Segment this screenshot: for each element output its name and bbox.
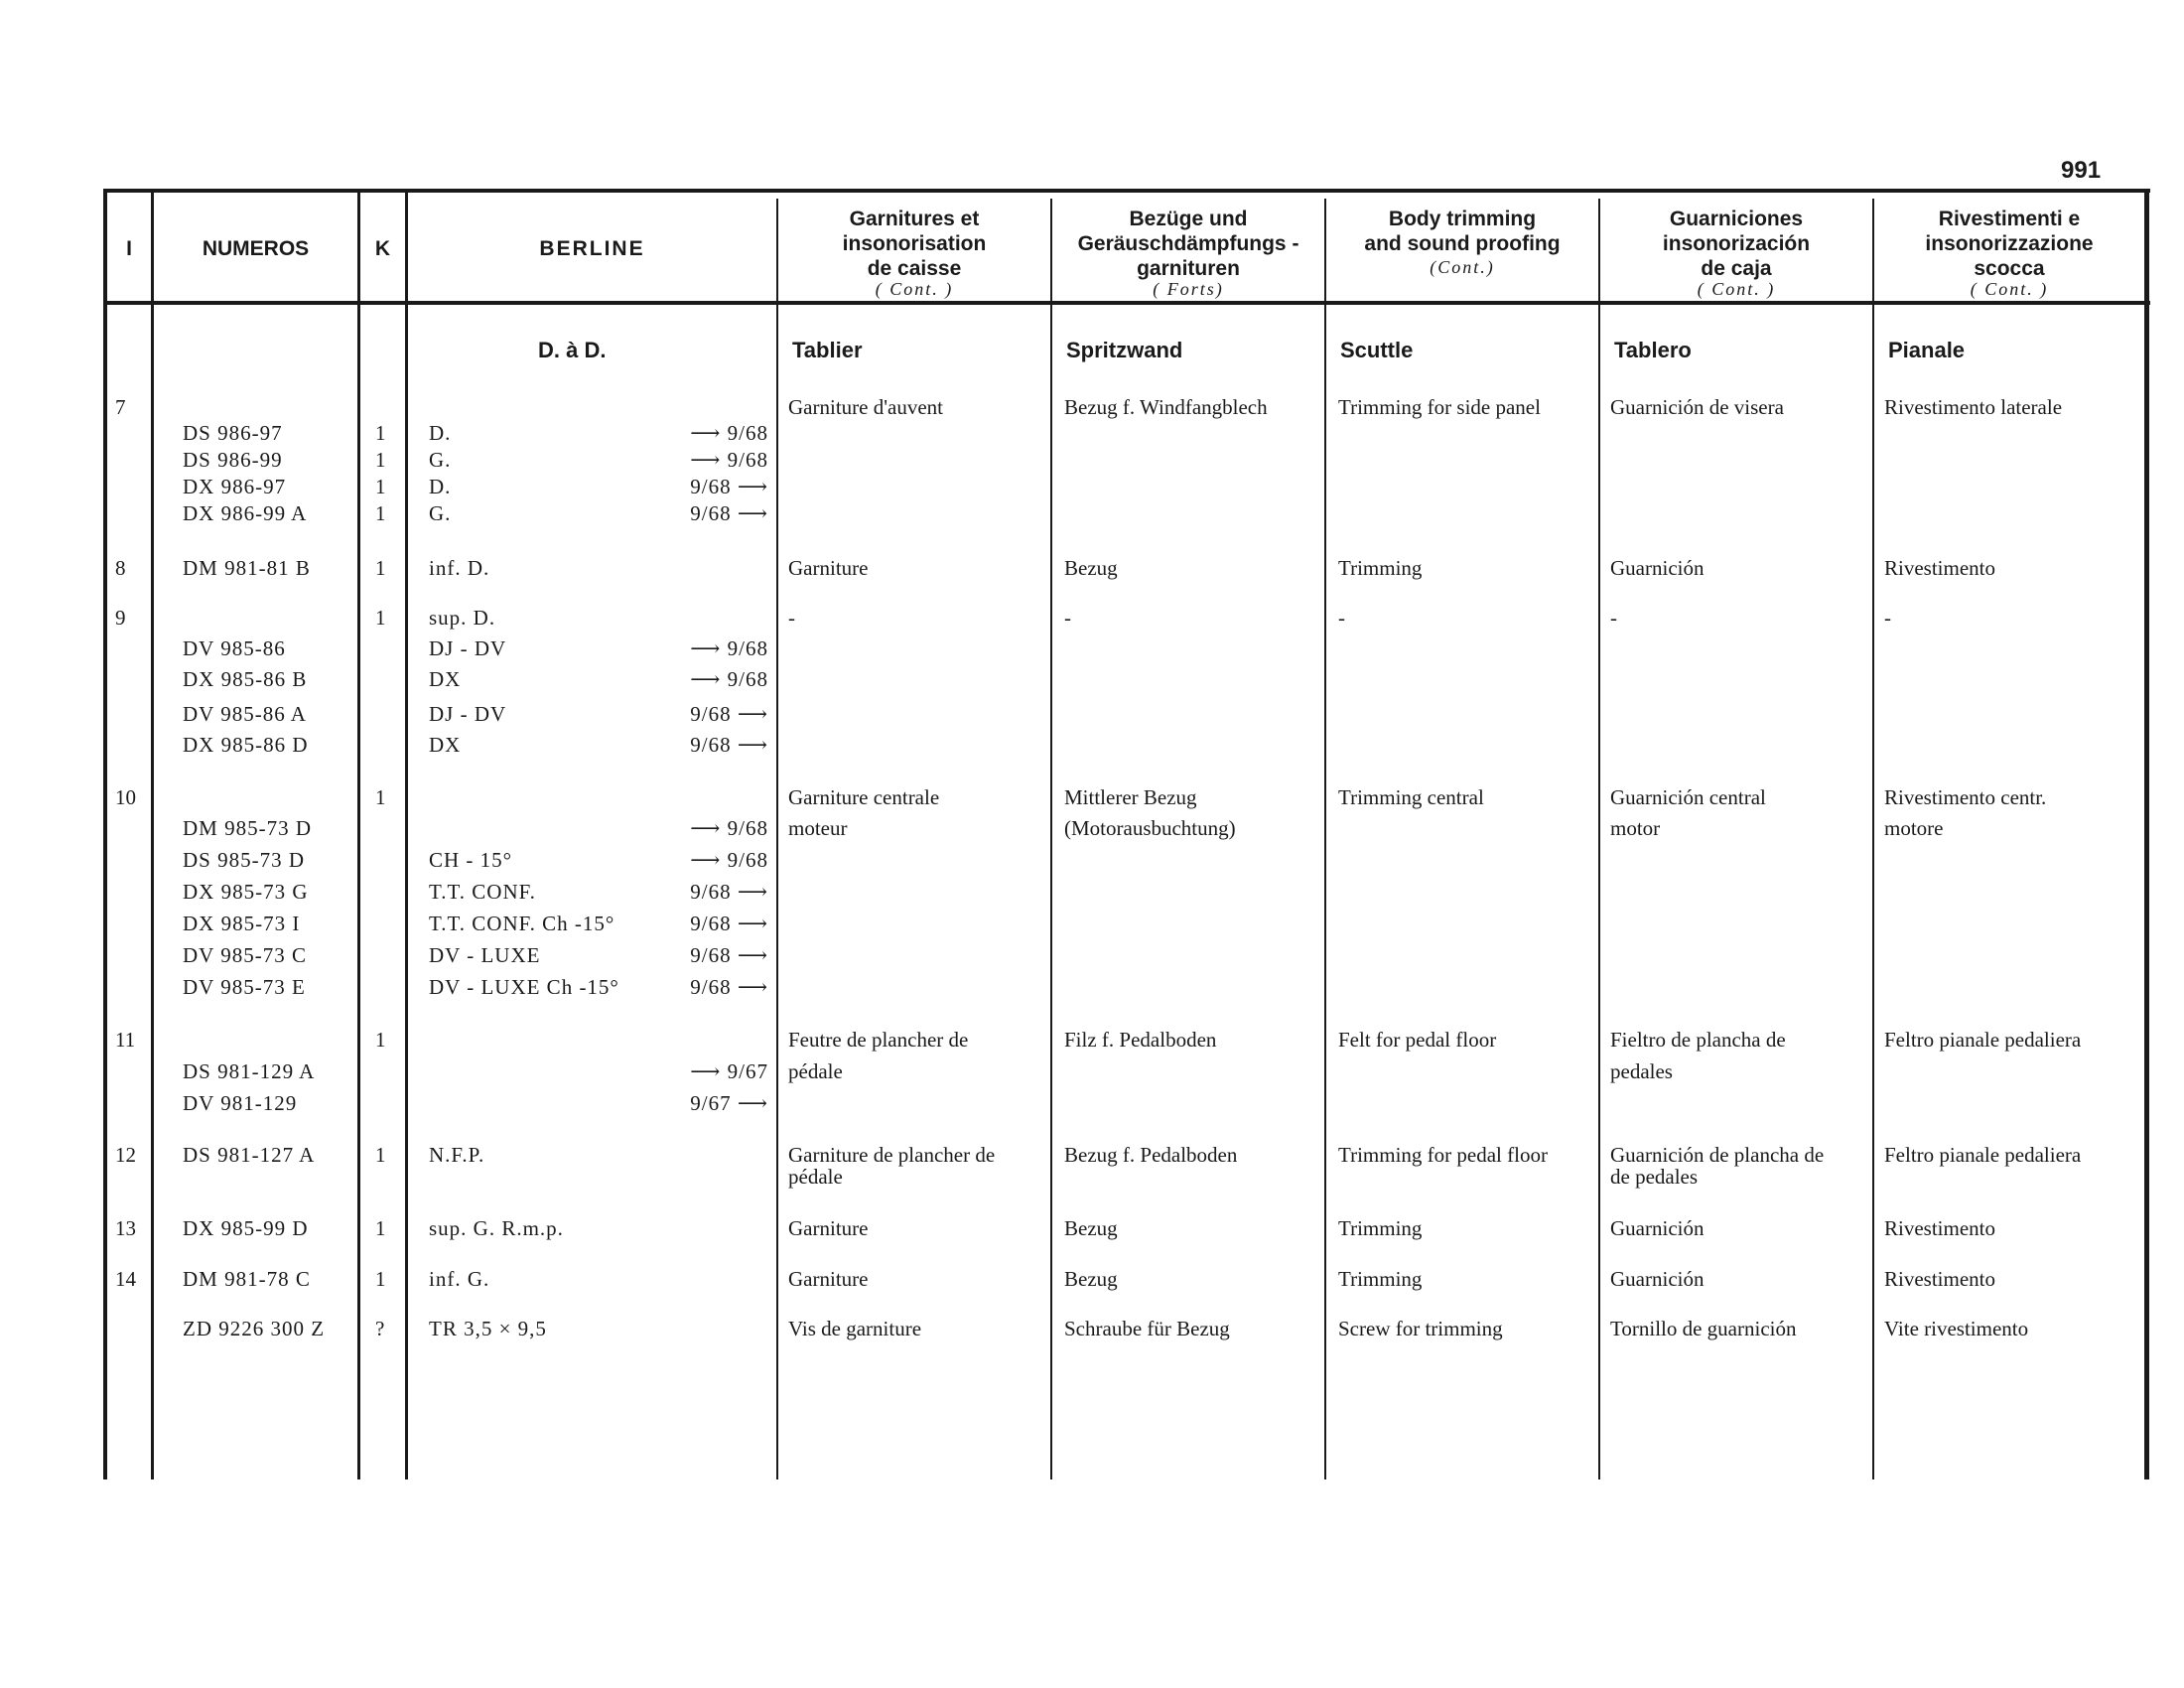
quantity: 1	[375, 556, 386, 580]
part-number: DS 981-127 A	[183, 1143, 316, 1167]
variant: T.T. CONF. Ch -15°	[429, 912, 615, 935]
part-number: DS 986-99	[183, 448, 283, 472]
header-de-cont: ( Forts)	[1153, 279, 1224, 299]
italian-desc: Rivestimento laterale	[1884, 395, 2063, 419]
german-desc: Bezug f. Pedalboden	[1064, 1143, 1238, 1167]
date-range: ⟶ 9/68	[690, 448, 768, 472]
date-range: 9/68 ⟶	[690, 475, 768, 498]
date-range: 9/68 ⟶	[690, 912, 768, 935]
part-number: DS 981-129 A	[183, 1059, 316, 1083]
row-index: 8	[115, 556, 126, 580]
french-desc: Garniture	[788, 556, 869, 580]
spanish-desc: Guarnición de plancha de	[1610, 1143, 1825, 1167]
italian-desc: -	[1884, 606, 1891, 630]
german-desc: Schraube für Bezug	[1064, 1317, 1230, 1340]
header-es-cont: ( Cont. )	[1697, 279, 1776, 299]
header-fr-line: Garnitures et	[849, 208, 980, 230]
date-range: 9/68 ⟶	[690, 733, 768, 757]
part-number: DM 981-78 C	[183, 1267, 311, 1291]
left-border	[103, 189, 107, 1479]
italian-desc: Rivestimento	[1884, 1267, 1995, 1291]
part-number: DX 985-73 I	[183, 912, 301, 935]
part-number: DS 986-97	[183, 421, 283, 445]
german-desc: Filz f. Pedalboden	[1064, 1028, 1217, 1052]
italian-desc: Vite rivestimento	[1884, 1317, 2029, 1340]
part-number: DX 985-99 D	[183, 1216, 309, 1240]
spanish-desc: de pedales	[1610, 1165, 1699, 1189]
english-desc: Trimming for side panel	[1338, 395, 1541, 419]
spanish-desc: -	[1610, 606, 1617, 630]
part-number: DV 985-73 C	[183, 943, 307, 967]
header-italian	[1874, 207, 2144, 297]
date-range: ⟶ 9/68	[690, 816, 768, 840]
spanish-desc: Guarnición	[1610, 556, 1705, 580]
english-desc: Screw for trimming	[1338, 1317, 1503, 1340]
variant: sup. D.	[429, 606, 496, 630]
date-range: ⟶ 9/67	[690, 1059, 768, 1083]
quantity: 1	[375, 1216, 386, 1240]
col-divider	[1872, 199, 1874, 1479]
english-desc: Trimming central	[1338, 785, 1484, 809]
quantity: 1	[375, 501, 386, 525]
french-desc: moteur	[788, 816, 848, 840]
col-divider	[151, 193, 154, 1479]
header-fr-line: insonorisation	[842, 232, 987, 255]
section-fr: Tablier	[792, 338, 863, 362]
italian-desc: Rivestimento centr.	[1884, 785, 2047, 809]
header-it-line: scocca	[1974, 257, 2045, 280]
part-number: ZD 9226 300 Z	[183, 1317, 326, 1340]
spanish-desc: Fieltro de plancha de	[1610, 1028, 1786, 1052]
variant: DX	[429, 733, 462, 757]
quantity: 1	[375, 1267, 386, 1291]
header-de-line: garnituren	[1137, 257, 1240, 280]
quantity: 1	[375, 606, 386, 630]
row-index: 9	[115, 606, 126, 630]
quantity: 1	[375, 1028, 386, 1052]
header-french	[778, 207, 1050, 297]
header-en-cont: (Cont.)	[1430, 257, 1495, 277]
page-number: 991	[2061, 157, 2102, 184]
english-desc: -	[1338, 606, 1345, 630]
col-divider	[1324, 199, 1326, 1479]
english-desc: Trimming	[1338, 1267, 1423, 1291]
french-desc: Garniture centrale	[788, 785, 940, 809]
row-index: 7	[115, 395, 126, 419]
date-range: 9/68 ⟶	[690, 943, 768, 967]
variant: DX	[429, 667, 462, 691]
german-desc: (Motorausbuchtung)	[1064, 816, 1236, 840]
variant: inf. G.	[429, 1267, 490, 1291]
variant: D.	[429, 475, 452, 498]
french-desc: pédale	[788, 1059, 843, 1083]
header-spanish	[1600, 207, 1872, 297]
spanish-desc: Guarnición	[1610, 1267, 1705, 1291]
variant: DJ - DV	[429, 702, 507, 726]
header-en-line: and sound proofing	[1364, 232, 1561, 255]
spanish-desc: Tornillo de guarnición	[1610, 1317, 1797, 1340]
col-divider	[1050, 199, 1052, 1479]
italian-desc: Rivestimento	[1884, 1216, 1995, 1240]
part-number: DX 985-86 B	[183, 667, 308, 691]
french-desc: Garniture d'auvent	[788, 395, 943, 419]
variant: D.	[429, 421, 452, 445]
header-k: K	[374, 237, 391, 260]
section-it: Pianale	[1888, 338, 1966, 362]
col-divider	[405, 193, 408, 1479]
header-es-line: insonorización	[1662, 232, 1811, 255]
variant: G.	[429, 448, 452, 472]
english-desc: Trimming	[1338, 556, 1423, 580]
header-berline: BERLINE	[539, 237, 645, 260]
part-number: DX 986-97	[183, 475, 287, 498]
part-number: DX 985-73 G	[183, 880, 309, 904]
spanish-desc: motor	[1610, 816, 1661, 840]
variant: DV - LUXE	[429, 943, 541, 967]
date-range: 9/68 ⟶	[690, 975, 768, 999]
italian-desc: Feltro pianale pedaliera	[1884, 1143, 2082, 1167]
date-range: 9/68 ⟶	[690, 702, 768, 726]
german-desc: Bezug	[1064, 1267, 1118, 1291]
row-index: 12	[115, 1143, 136, 1167]
part-number: DV 981-129	[183, 1091, 298, 1115]
header-it-cont: ( Cont. )	[1970, 279, 2049, 299]
variant: DV - LUXE Ch -15°	[429, 975, 619, 999]
french-desc: -	[788, 606, 795, 630]
date-range: ⟶ 9/68	[690, 848, 768, 872]
header-fr-cont: ( Cont. )	[875, 279, 954, 299]
col-divider	[357, 193, 360, 1479]
quantity: 1	[375, 421, 386, 445]
date-range: 9/67 ⟶	[690, 1091, 768, 1115]
italian-desc: Rivestimento	[1884, 556, 1995, 580]
english-desc: Trimming	[1338, 1216, 1423, 1240]
french-desc: Garniture de plancher de	[788, 1143, 996, 1167]
french-desc: Feutre de plancher de	[788, 1028, 969, 1052]
french-desc: Garniture	[788, 1216, 869, 1240]
row-index: 14	[115, 1267, 136, 1291]
part-number: DM 981-81 B	[183, 556, 311, 580]
german-desc: Mittlerer Bezug	[1064, 785, 1197, 809]
french-desc: Garniture	[788, 1267, 869, 1291]
part-number: DV 985-73 E	[183, 975, 306, 999]
variant: DJ - DV	[429, 636, 507, 660]
italian-desc: motore	[1884, 816, 1944, 840]
quantity: 1	[375, 448, 386, 472]
variant: G.	[429, 501, 452, 525]
part-number: DX 985-86 D	[183, 733, 309, 757]
quantity: 1	[375, 1143, 386, 1167]
date-range: ⟶ 9/68	[690, 667, 768, 691]
section-es: Tablero	[1614, 338, 1692, 362]
variant: inf. D.	[429, 556, 490, 580]
quantity: 1	[375, 475, 386, 498]
col-divider	[776, 199, 778, 1479]
row-index: 10	[115, 785, 136, 809]
french-desc: pédale	[788, 1165, 843, 1189]
section-de: Spritzwand	[1066, 338, 1183, 362]
italian-desc: Feltro pianale pedaliera	[1884, 1028, 2082, 1052]
english-desc: Felt for pedal floor	[1338, 1028, 1497, 1052]
german-desc: Bezug	[1064, 556, 1118, 580]
part-number: DV 985-86	[183, 636, 286, 660]
header-it-line: Rivestimenti e	[1938, 208, 2081, 230]
header-fr-line: de caisse	[867, 257, 962, 280]
part-number: DX 986-99 A	[183, 501, 308, 525]
table-top-border	[107, 189, 2150, 193]
spanish-desc: Guarnición central	[1610, 785, 1766, 809]
header-es-line: de caja	[1701, 257, 1772, 280]
variant: N.F.P.	[429, 1143, 485, 1167]
row-index: 11	[115, 1028, 136, 1052]
variant: TR 3,5 × 9,5	[429, 1317, 547, 1340]
date-range: 9/68 ⟶	[690, 880, 768, 904]
spanish-desc: Guarnición	[1610, 1216, 1705, 1240]
part-number: DV 985-86 A	[183, 702, 307, 726]
header-i: I	[126, 237, 132, 260]
header-en-line: Body trimming	[1388, 208, 1537, 230]
date-range: 9/68 ⟶	[690, 501, 768, 525]
section-en: Scuttle	[1340, 338, 1414, 362]
part-number: DS 985-73 D	[183, 848, 306, 872]
date-range: ⟶ 9/68	[690, 421, 768, 445]
french-desc: Vis de garniture	[788, 1317, 922, 1340]
row-index: 13	[115, 1216, 136, 1240]
header-numeros: NUMEROS	[202, 237, 310, 260]
variant: T.T. CONF.	[429, 880, 536, 904]
header-it-line: insonorizzazione	[1925, 232, 2094, 255]
part-number: DM 985-73 D	[183, 816, 312, 840]
header-english	[1326, 207, 1598, 278]
german-desc: -	[1064, 606, 1071, 630]
english-desc: Trimming for pedal floor	[1338, 1143, 1548, 1167]
german-desc: Bezug	[1064, 1216, 1118, 1240]
quantity: ?	[375, 1317, 385, 1340]
right-border	[2144, 189, 2149, 1479]
date-range: ⟶ 9/68	[690, 636, 768, 660]
header-de-line: Bezüge und	[1129, 208, 1248, 230]
header-de-line: Geräuschdämpfungs -	[1077, 232, 1299, 255]
col-divider	[1598, 199, 1600, 1479]
quantity: 1	[375, 785, 386, 809]
spanish-desc: Guarnición de visera	[1610, 395, 1784, 419]
section-berline: D. à D.	[538, 338, 607, 362]
variant: sup. G. R.m.p.	[429, 1216, 564, 1240]
variant: CH - 15°	[429, 848, 513, 872]
header-bottom-border	[107, 301, 2150, 305]
header-german	[1052, 207, 1324, 297]
german-desc: Bezug f. Windfangblech	[1064, 395, 1268, 419]
header-es-line: Guarniciones	[1669, 208, 1804, 230]
spanish-desc: pedales	[1610, 1059, 1673, 1083]
